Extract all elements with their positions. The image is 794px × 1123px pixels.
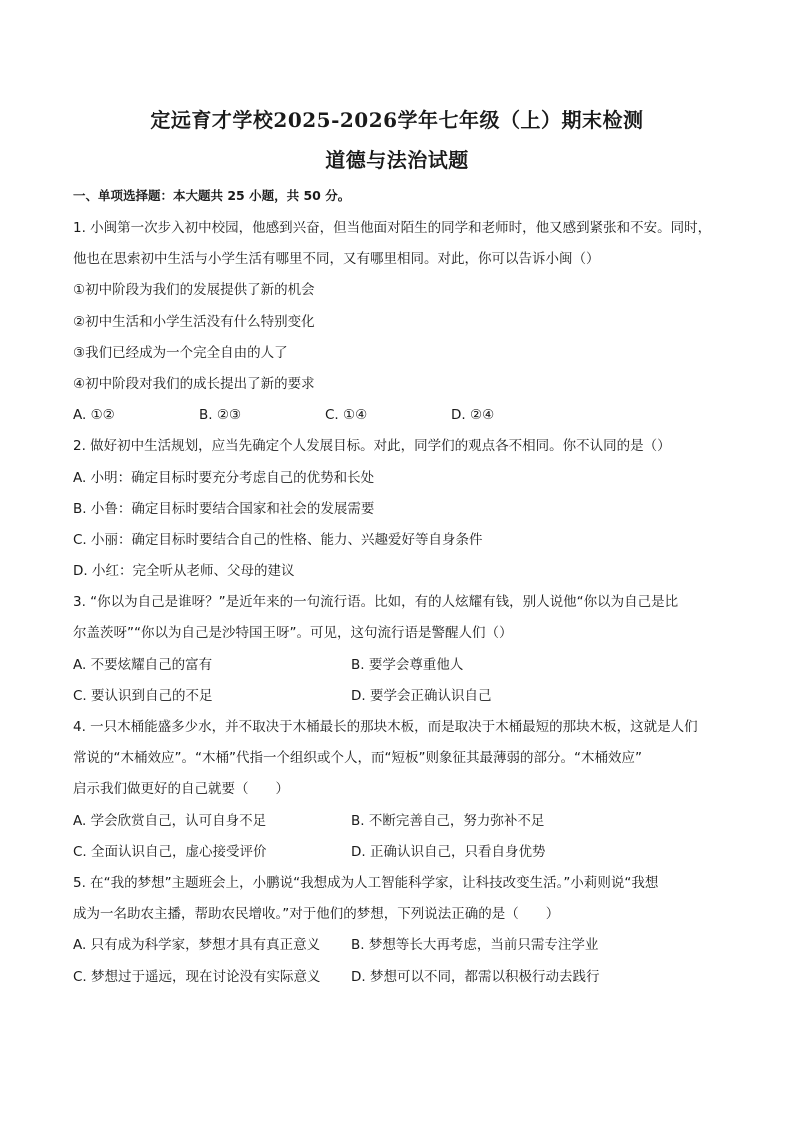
option-row: [73, 650, 723, 681]
question-stem: 5. 在“我的梦想”主题班会上，小鹏说“我想成为人工智能科学家，让科技改变生活。”小莉则说“我想: [73, 874, 659, 891]
option-a: A. ①②: [73, 407, 115, 424]
option-b: B. ②③: [199, 407, 242, 424]
section-heading: 一、单项选择题：本大题共 25 小题，共 50 分。: [73, 188, 351, 203]
exam-subtitle: 道德与法治试题: [325, 148, 469, 172]
question-4: [73, 712, 723, 868]
option-row: [73, 681, 723, 712]
option-row: [73, 806, 723, 837]
option-d: D. 要学会正确认识自己: [351, 687, 492, 704]
option-b: B. 要学会尊重他人: [351, 656, 464, 673]
option-d: D. 小红：完全听从老师、父母的建议: [73, 563, 295, 580]
option-c: C. ①④: [325, 407, 368, 424]
question-stem: 4. 一只木桶能盛多少水，并不取决于木桶最长的那块木板，而是取决于木桶最短的那块木板，这就是人们: [73, 719, 698, 735]
statement-item: ①初中阶段为我们的发展提供了新的机会: [73, 282, 315, 299]
option-b: B. 不断完善自己，努力弥补不足: [351, 812, 545, 829]
option-c: C. 梦想过于遥远，现在讨论没有实际意义: [73, 968, 321, 985]
question-stem: 常说的“木桶效应”。“木桶”代指一个组织或个人，而“短板”则象征其最薄弱的部分。“木桶效应”: [73, 750, 642, 767]
question-stem: 2. 做好初中生活规划，应当先确定个人发展目标。对此，同学们的观点各不相同。你不认同的是（）: [73, 438, 671, 455]
statement-item: ②初中生活和小学生活没有什么特别变化: [73, 313, 315, 330]
question-5: [73, 868, 723, 993]
option-a: A. 只有成为科学家，梦想才具有真正意义: [73, 937, 321, 954]
option-b: B. 小鲁：确定目标时要结合国家和社会的发展需要: [73, 500, 375, 517]
option-a: A. 学会欣赏自己，认可自身不足: [73, 812, 267, 829]
option-c: C. 小丽：确定目标时要结合自己的性格、能力、兴趣爱好等自身条件: [73, 531, 483, 548]
option-row: [73, 962, 723, 993]
statement-item: ④初中阶段对我们的成长提出了新的要求: [73, 375, 315, 392]
question-stem: 尔盖茨呀”“你以为自己是沙特国王呀”。可见，这句流行语是警醒人们（）: [73, 625, 513, 642]
option-row: [73, 400, 723, 431]
option-row: [73, 837, 723, 868]
option-d: D. 正确认识自己，只看自身优势: [351, 843, 546, 860]
question-1: [73, 213, 723, 431]
exam-title: 定远育才学校2025-2026学年七年级（上）期末检测: [150, 108, 644, 132]
question-stem: 1. 小闽第一次步入初中校园，他感到兴奋，但当他面对陌生的同学和老师时，他又感到紧张和不安。同时，: [73, 220, 712, 236]
question-list: [73, 213, 723, 993]
option-c: C. 全面认识自己，虚心接受评价: [73, 843, 267, 860]
question-stem: 启示我们做更好的自己就要（ ）: [73, 781, 289, 798]
option-a: A. 不要炫耀自己的富有: [73, 656, 213, 673]
option-d: D. 梦想可以不同，都需以积极行动去践行: [351, 968, 600, 985]
option-row: [73, 930, 723, 961]
option-d: D. ②④: [451, 407, 495, 424]
option-b: B. 梦想等长大再考虑，当前只需专注学业: [351, 937, 599, 954]
question-stem: 成为一名助农主播，帮助农民增收。”对于他们的梦想，下列说法正确的是（ ）: [73, 906, 560, 923]
question-stem: 他也在思索初中生活与小学生活有哪里不同，又有哪里相同。对此，你可以告诉小闽（）: [73, 251, 600, 268]
question-stem: 3. “你以为自己是谁呀？”是近年来的一句流行语。比如，有的人炫耀有钱，别人说他“你以为自己是比: [73, 594, 679, 611]
option-c: C. 要认识到自己的不足: [73, 687, 213, 704]
option-a: A. 小明：确定目标时要充分考虑自己的优势和长处: [73, 469, 375, 486]
question-2: [73, 431, 723, 587]
question-3: [73, 587, 723, 712]
statement-item: ③我们已经成为一个完全自由的人了: [73, 344, 288, 361]
